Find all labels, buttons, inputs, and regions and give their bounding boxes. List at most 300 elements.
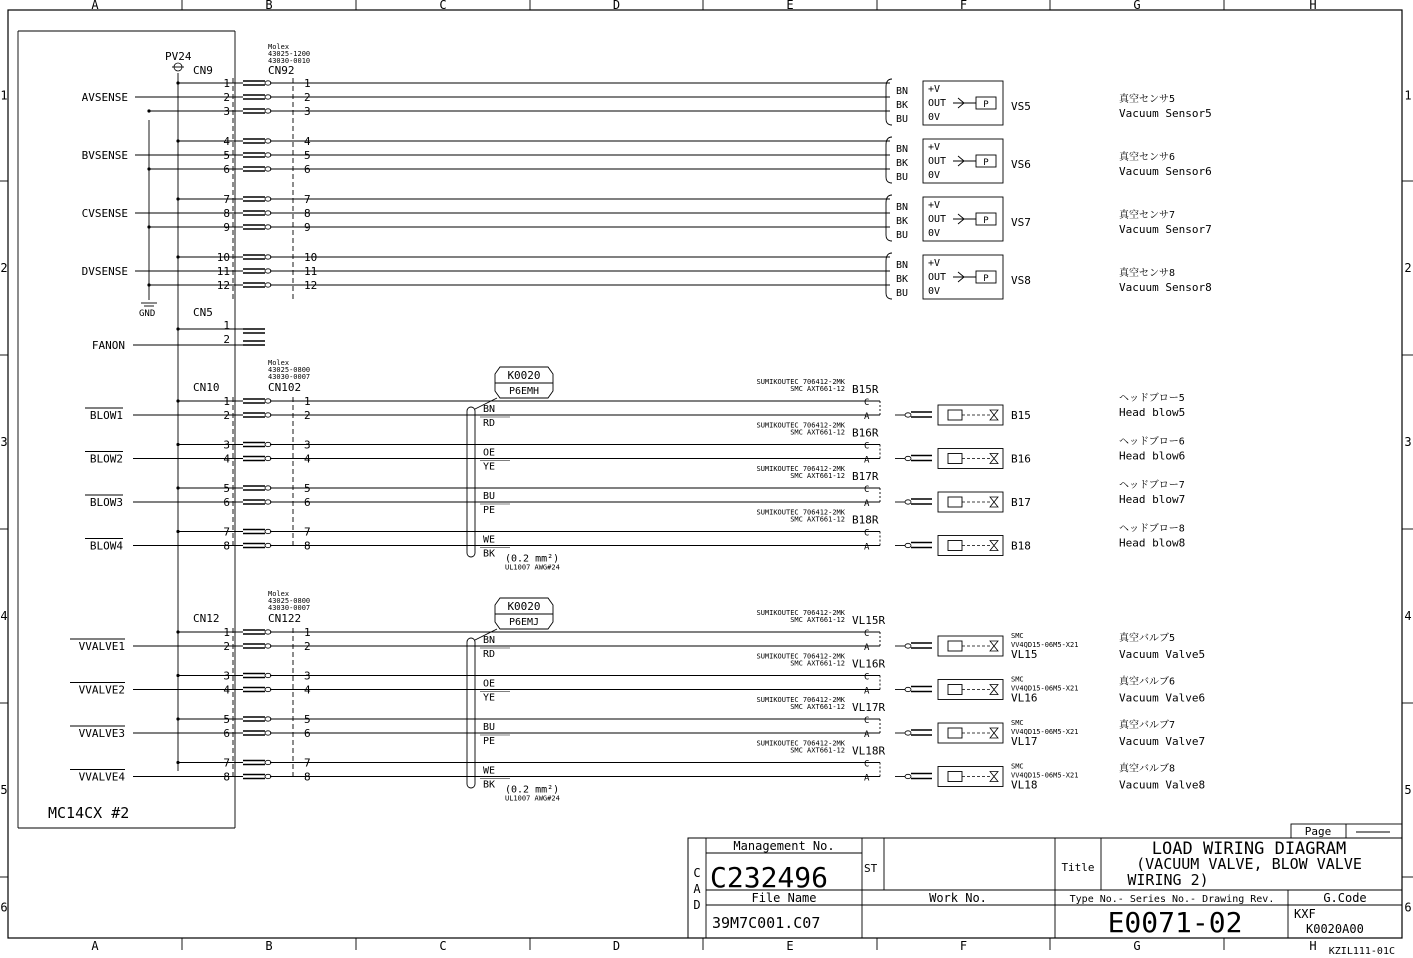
wire-color-label: PE (483, 736, 496, 747)
relay-part-line: SMC AXT661-12 (790, 703, 845, 711)
signal-label: BVSENSE (81, 149, 128, 162)
signal-label-overbar: VVALVE1 (78, 640, 125, 653)
relay-id: VL17R (852, 701, 886, 714)
valve-device-id: VL18 (1011, 778, 1038, 792)
pin-number: 4 (304, 683, 311, 697)
connector-cn5-label: CN5 (193, 306, 213, 319)
cable-id: K0020 (507, 369, 541, 382)
wire-line (958, 156, 964, 161)
terminal-a: A (864, 686, 870, 697)
pin-number: 2 (304, 640, 311, 653)
signal-label-overbar: BLOW3 (89, 496, 123, 509)
molex-part: 43030-0010 (268, 57, 311, 65)
molex-part: 43025-0800 (268, 366, 311, 374)
wire-color-label: BU (896, 288, 909, 299)
pin-number: 5 (223, 713, 230, 726)
molex-part: 43025-0800 (268, 597, 311, 605)
wire-color-label: BU (896, 172, 909, 183)
vacuum-valve-section (70, 590, 1205, 803)
pin-number: 8 (304, 207, 311, 220)
wire-color-label: BN (896, 260, 909, 271)
relay-part-line: SMC AXT661-12 (790, 428, 845, 437)
plug-mark (905, 774, 911, 778)
valve-symbol (990, 685, 998, 695)
wire-color-label: WE (483, 765, 496, 777)
cable-shield (467, 407, 475, 557)
valve-maker: SMC (1011, 719, 1024, 727)
wire-color-label: BK (896, 274, 909, 285)
terminal-c: C (864, 759, 870, 770)
plug-mark (905, 731, 911, 735)
valve-en-name: Vacuum Valve6 (1119, 691, 1206, 705)
column-label-top: D (612, 0, 621, 12)
plug-mark (905, 644, 911, 648)
valve-maker: SMC (1011, 632, 1024, 640)
board-label: MC14CX #2 (48, 804, 130, 822)
connector-right-label: CN122 (268, 612, 302, 625)
title-label: Title (1061, 861, 1095, 874)
cable-id: K0020 (507, 600, 541, 613)
pin-number: 3 (223, 438, 230, 452)
pin-number: 8 (223, 539, 230, 553)
junction-dot (176, 630, 179, 633)
column-label-bottom: F (959, 939, 968, 953)
sensor-pin-label: OUT (928, 98, 947, 109)
junction-dot (176, 486, 179, 489)
wire-color-label: BK (896, 216, 909, 227)
plug-mark (905, 500, 911, 504)
pin-number: 2 (304, 91, 311, 104)
relay-id: B18R (852, 513, 879, 527)
junction-dot (176, 443, 179, 446)
pin-number: 4 (223, 135, 230, 148)
coil-box (948, 497, 962, 507)
pin-number: 4 (223, 683, 230, 697)
blow-device-id: B15 (1011, 409, 1031, 422)
cad-letter: D (693, 898, 701, 912)
relay-id: B16R (852, 426, 879, 440)
blow-jp-name: ヘッドブロー7 (1119, 480, 1185, 491)
wire-color-label: BK (896, 158, 909, 169)
blow-en-name: Head blow8 (1119, 536, 1186, 550)
pin-number: 8 (223, 207, 230, 220)
junction-dot (176, 674, 179, 677)
valve-part: VV4QD15-06M5-X21 (1011, 728, 1079, 736)
pressure-symbol-letter: P (983, 100, 989, 110)
sensor-device-id: VS8 (1011, 274, 1031, 287)
relay-part-line: SUMIKOUTEC 706412-2MK (756, 652, 845, 661)
column-label-top: G (1133, 0, 1141, 12)
pin-number: 5 (304, 713, 311, 726)
management-number: C232496 (710, 861, 829, 894)
cad-letter: C (693, 866, 701, 880)
wire-color-label: BU (896, 114, 909, 125)
pin-number: 12 (216, 279, 230, 292)
wire-line (958, 277, 964, 282)
pin-number: 5 (304, 482, 311, 495)
wire-color-label: YE (483, 692, 496, 704)
blow-en-name: Head blow5 (1119, 406, 1186, 419)
pin-number: 7 (223, 756, 230, 770)
wire-color-label: YE (483, 461, 496, 473)
junction-dot (147, 225, 150, 228)
relay-part-line: SMC AXT661-12 (790, 746, 845, 755)
valve-maker: SMC (1011, 762, 1024, 771)
wire-color-label: BN (483, 404, 496, 415)
terminal-c: C (864, 441, 870, 452)
connector-left-label: CN12 (193, 612, 220, 625)
pin-number: 6 (304, 496, 311, 509)
valve-symbol (990, 772, 998, 782)
plug-mark (905, 413, 911, 417)
valve-symbol (990, 541, 998, 551)
junction-dot (176, 139, 179, 142)
terminal-a: A (864, 542, 870, 553)
junction-dot (176, 717, 179, 720)
gcode-label: G.Code (1323, 891, 1367, 905)
file-name-label: File Name (751, 891, 817, 905)
blow-device-id: B16 (1011, 452, 1031, 466)
document-code: KZIL111-01C (1328, 946, 1395, 957)
wire-color-label: BN (483, 635, 496, 646)
valve-en-name: Vacuum Valve7 (1119, 735, 1206, 748)
pin-number: 5 (304, 149, 311, 162)
row-label-left: 2 (0, 261, 8, 275)
terminal-a: A (864, 643, 870, 653)
pin-number: 2 (223, 640, 230, 653)
terminal-c: C (864, 485, 870, 495)
connector-cn9-label: CN9 (193, 64, 213, 77)
relay-part-line: SUMIKOUTEC 706412-2MK (756, 465, 845, 473)
valve-device-id: VL16 (1011, 691, 1038, 705)
terminal-c: C (864, 398, 870, 408)
wire-color-label: BN (896, 86, 909, 97)
relay-id: VL18R (852, 744, 886, 758)
pin-number: 2 (223, 409, 230, 422)
pin-number: 7 (223, 525, 230, 539)
valve-device-id: VL15 (1011, 648, 1038, 661)
junction-dot (147, 109, 150, 112)
title-block (688, 824, 1402, 957)
wire-color-label: BN (896, 144, 909, 155)
file-name: 39M7C001.C07 (712, 914, 821, 932)
wire-color-label: RD (483, 649, 496, 660)
molex-part: 43030-0007 (268, 373, 311, 381)
valve-jp-name: 真空バルブ6 (1119, 676, 1176, 688)
connector-left-label: CN10 (193, 381, 220, 394)
wire-bundle-bracket (886, 195, 892, 241)
pin-number: 3 (223, 669, 230, 683)
row-label-right: 6 (1404, 900, 1412, 915)
pin-number: 8 (223, 770, 230, 784)
pin-number: 12 (304, 279, 318, 292)
st-label: ST (864, 862, 878, 875)
valve-device-id: VL17 (1011, 735, 1038, 748)
row-label-left: 1 (0, 88, 8, 103)
junction-dot (176, 255, 179, 258)
junction-dot (147, 283, 150, 286)
pin-number: 3 (304, 669, 311, 683)
sensor-device-id: VS7 (1011, 216, 1031, 229)
wire-spec: (0.2 mm²) (505, 553, 560, 565)
column-label-top: B (265, 0, 273, 12)
pin-number: 8 (304, 770, 311, 784)
signal-label: DVSENSE (81, 265, 128, 278)
plug-mark (905, 687, 911, 691)
relay-part-line: SMC AXT661-12 (790, 659, 845, 668)
molex-part: 43030-0007 (268, 604, 311, 612)
coil-box (948, 541, 962, 551)
connector-right-label: CN102 (268, 381, 302, 394)
wire-line (958, 214, 964, 219)
frame-border (8, 10, 1402, 938)
cable-shield (467, 638, 475, 788)
title-line: (VACUUM VALVE, BLOW VALVE (1136, 855, 1362, 873)
power-label: PV24 (165, 50, 192, 63)
pin-number: 4 (223, 452, 230, 466)
junction-dot (147, 167, 150, 170)
sensor-jp-name: 真空センサ5 (1119, 94, 1176, 105)
column-label-bottom: D (612, 939, 621, 953)
terminal-c: C (864, 716, 870, 726)
blow-en-name: Head blow7 (1119, 493, 1186, 506)
row-label-left: 4 (0, 609, 8, 623)
column-label-bottom: H (1309, 939, 1317, 953)
row-label-right: 5 (1404, 783, 1412, 797)
pin-number: 1 (223, 77, 230, 90)
sensor-pin-label: +V (928, 258, 941, 269)
management-label: Management No. (733, 839, 835, 853)
pin-number: 5 (223, 149, 230, 162)
work-no-label: Work No. (929, 891, 987, 905)
pin-number: 6 (223, 163, 230, 176)
column-label-bottom: E (786, 939, 794, 953)
signal-label-overbar: BLOW1 (89, 409, 123, 422)
row-label-left: 5 (0, 783, 8, 797)
cable-code: P6EMJ (508, 617, 540, 628)
relay-id: B15R (852, 383, 879, 396)
wire-color-label: BK (483, 548, 496, 560)
wire-color-label: BU (483, 491, 496, 502)
relay-id: VL15R (852, 614, 886, 627)
row-label-left: 3 (0, 435, 8, 449)
wire-color-label: OE (483, 678, 496, 690)
junction-dot (176, 327, 179, 330)
connector-cn92-label: CN92 (268, 64, 295, 77)
gcode-line: KXF (1294, 907, 1316, 921)
column-label-bottom: A (91, 939, 99, 953)
blow-device-id: B18 (1011, 539, 1031, 553)
coil-box (948, 410, 962, 420)
valve-en-name: Vacuum Valve8 (1119, 778, 1206, 792)
valve-symbol (990, 454, 998, 464)
wire-line (958, 219, 964, 224)
row-label-right: 1 (1404, 88, 1412, 103)
pin-number: 10 (216, 251, 230, 264)
coil-box (948, 454, 962, 464)
coil-box (948, 728, 962, 738)
pin-number: 1 (304, 395, 311, 408)
pin-number: 6 (304, 163, 311, 176)
sensor-pin-label: 0V (928, 286, 941, 297)
relay-part-line: SMC AXT661-12 (790, 385, 845, 393)
sensor-pin-label: +V (928, 142, 941, 153)
valve-part: VV4QD15-06M5-X21 (1011, 641, 1079, 649)
wire-bundle-bracket (886, 253, 892, 299)
fan-signal-label: FANON (91, 339, 125, 352)
blow-jp-name: ヘッドブロー6 (1119, 436, 1185, 448)
title-line: WIRING 2) (1127, 871, 1209, 889)
pin-number: 6 (223, 496, 230, 509)
terminal-a: A (864, 730, 870, 740)
pin-number: 2 (223, 333, 230, 346)
wire-line (958, 272, 964, 277)
pin-number: 5 (223, 482, 230, 495)
column-label-top: A (91, 0, 99, 12)
valve-part: VV4QD15-06M5-X21 (1011, 684, 1079, 693)
valve-jp-name: 真空バルブ7 (1119, 720, 1176, 731)
terminal-a: A (864, 499, 870, 509)
wire-spec: (0.2 mm²) (505, 784, 560, 796)
sensor-pin-label: 0V (928, 228, 941, 239)
wire-standard: UL1007 AWG#24 (505, 563, 560, 572)
relay-part-line: SUMIKOUTEC 706412-2MK (756, 421, 845, 430)
signal-label-overbar: VVALVE4 (78, 770, 125, 784)
pin-number: 2 (223, 91, 230, 104)
column-label-bottom: C (439, 939, 447, 953)
row-label-right: 4 (1404, 609, 1412, 623)
relay-id: VL16R (852, 657, 886, 671)
junction-dot (176, 399, 179, 402)
page-label: Page (1304, 825, 1332, 838)
pin-number: 10 (304, 251, 318, 264)
sensor-pin-label: 0V (928, 170, 941, 181)
relay-part-line: SMC AXT661-12 (790, 472, 845, 480)
pin-number: 6 (304, 727, 311, 740)
type-label: Type No.- Series No.- Drawing Rev. (1069, 894, 1275, 905)
terminal-c: C (864, 629, 870, 639)
column-label-top: H (1309, 0, 1317, 12)
junction-dot (176, 530, 179, 533)
pin-number: 6 (223, 727, 230, 740)
relay-id: B17R (852, 470, 879, 483)
relay-part-line: SMC AXT661-12 (790, 616, 845, 624)
sensor-jp-name: 真空センサ6 (1119, 152, 1176, 163)
sensor-device-id: VS6 (1011, 158, 1031, 171)
sensor-en-name: Vacuum Sensor7 (1119, 223, 1212, 236)
cable-code: P6EMH (508, 386, 540, 397)
pin-number: 11 (304, 265, 318, 278)
sensor-en-name: Vacuum Sensor5 (1119, 107, 1212, 120)
relay-part-line: SMC AXT661-12 (790, 515, 845, 524)
molex-label: Molex (268, 43, 290, 51)
signal-label-overbar: VVALVE3 (78, 727, 125, 740)
valve-symbol (990, 728, 998, 738)
junction-dot (176, 197, 179, 200)
row-label-right: 3 (1404, 435, 1412, 449)
coil-box (948, 772, 962, 782)
pin-number: 7 (223, 193, 230, 206)
wire-color-label: OE (483, 447, 496, 459)
wire-bundle-bracket (886, 79, 892, 125)
signal-label: CVSENSE (81, 207, 128, 220)
pin-number: 7 (304, 525, 311, 539)
sensor-en-name: Vacuum Sensor6 (1119, 165, 1212, 178)
column-label-bottom: B (265, 939, 273, 953)
row-label-right: 2 (1404, 261, 1412, 275)
pin-number: 1 (304, 626, 311, 639)
pin-number: 4 (304, 135, 311, 148)
pin-number: 1 (223, 319, 230, 332)
pin-number: 1 (223, 626, 230, 639)
pin-number: 8 (304, 539, 311, 553)
wire-color-label: RD (483, 418, 496, 429)
pin-number: 1 (223, 395, 230, 408)
wire-line (958, 103, 964, 108)
sensor-jp-name: 真空センサ8 (1119, 268, 1176, 279)
valve-symbol (990, 497, 998, 507)
row-label-left: 6 (0, 900, 8, 915)
sensor-pin-label: OUT (928, 272, 947, 283)
coil-box (948, 641, 962, 651)
cad-letter: A (693, 882, 701, 896)
relay-part-line: SUMIKOUTEC 706412-2MK (756, 609, 845, 617)
relay-part-line: SUMIKOUTEC 706412-2MK (756, 696, 845, 704)
coil-box (948, 685, 962, 695)
plug-mark (905, 543, 911, 547)
blow-jp-name: ヘッドブロー5 (1119, 393, 1185, 404)
sensor-device-id: VS5 (1011, 100, 1031, 113)
wire-line (958, 161, 964, 166)
pin-number: 11 (216, 265, 230, 278)
sensor-pin-label: +V (928, 200, 941, 211)
terminal-a: A (864, 412, 870, 422)
column-label-top: F (959, 0, 968, 12)
blow-device-id: B17 (1011, 496, 1031, 509)
wire-standard: UL1007 AWG#24 (505, 794, 560, 803)
vacuum-sensor-section (82, 43, 1212, 771)
pin-number: 1 (304, 77, 311, 90)
terminal-c: C (864, 672, 870, 683)
sensor-en-name: Vacuum Sensor8 (1119, 281, 1212, 294)
terminal-c: C (864, 528, 870, 539)
pin-number: 2 (304, 409, 311, 422)
type-value: E0071-02 (1107, 906, 1243, 939)
wire-color-label: BK (896, 100, 909, 111)
sensor-pin-label: 0V (928, 112, 941, 123)
sensor-pin-label: OUT (928, 214, 947, 225)
valve-maker: SMC (1011, 675, 1024, 684)
signal-label-overbar: VVALVE2 (78, 683, 125, 697)
valve-symbol (990, 641, 998, 651)
column-label-top: E (786, 0, 794, 12)
wire-color-label: BU (896, 230, 909, 241)
ground-label: GND (139, 309, 156, 319)
molex-label: Molex (268, 590, 290, 598)
pin-number: 3 (223, 105, 230, 118)
pressure-symbol-letter: P (983, 274, 989, 284)
blow-jp-name: ヘッドブロー8 (1119, 523, 1185, 535)
valve-en-name: Vacuum Valve5 (1119, 648, 1206, 661)
title-line: LOAD WIRING DIAGRAM (1151, 839, 1347, 859)
pin-number: 3 (304, 105, 311, 118)
head-blow-section (85, 359, 1185, 572)
wire-color-label: BU (483, 722, 496, 733)
blow-en-name: Head blow6 (1119, 449, 1186, 463)
pin-number: 7 (304, 193, 311, 206)
wire-bundle-bracket (886, 137, 892, 183)
pin-number: 9 (304, 221, 311, 234)
